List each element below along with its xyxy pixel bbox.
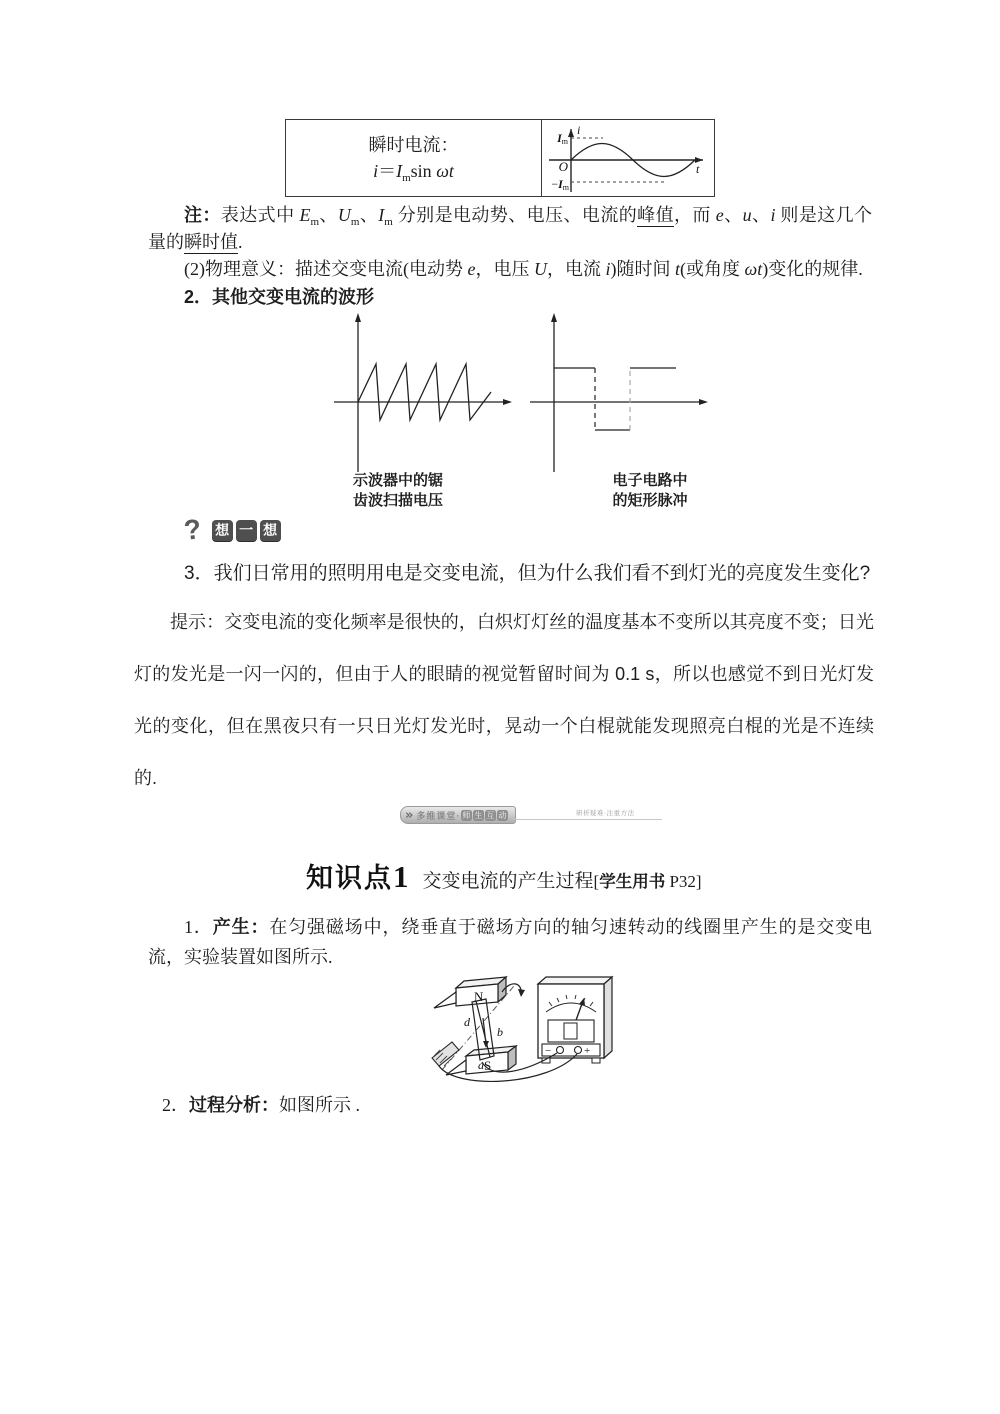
terminal-positive xyxy=(575,1047,582,1054)
item-number: 2． xyxy=(162,1095,189,1115)
sub-m: m xyxy=(384,216,393,228)
sin-text: sin xyxy=(410,161,437,181)
sub-m: m xyxy=(350,216,360,228)
experiment-figure xyxy=(426,972,641,1090)
meaning-seg1: (2)物理意义：描述交变电流(电动势 xyxy=(184,259,468,279)
table-cell-graph xyxy=(542,120,714,196)
pause-mark: 、 xyxy=(751,205,771,225)
square-pulse-waveform xyxy=(524,308,712,476)
process-analysis-text: 如图所示 . xyxy=(279,1095,360,1115)
meaning-seg6: )变化的规律. xyxy=(762,259,863,279)
label-Im: Im xyxy=(557,131,568,146)
think-about-it-badge xyxy=(184,514,282,546)
sym-t: t xyxy=(675,259,681,279)
generation-paragraph xyxy=(148,912,872,972)
square-caption xyxy=(590,471,710,511)
x-arrow xyxy=(699,399,708,405)
label-N: N xyxy=(474,989,484,1004)
book-name: 学生用书 xyxy=(599,873,666,891)
page-ref: P32] xyxy=(665,872,702,891)
caption-line: 示波器中的锯 xyxy=(352,473,443,489)
sub-m: m xyxy=(402,172,411,184)
label-S: S xyxy=(484,1058,492,1073)
instant-current-table xyxy=(285,119,715,197)
sawtooth-caption xyxy=(328,471,468,511)
sym-i: i xyxy=(770,205,776,225)
label-plus: + xyxy=(584,1045,591,1057)
hint-label: 提示： xyxy=(170,612,225,632)
banner-label: 多维课堂· xyxy=(416,810,461,821)
sym-U: U xyxy=(337,205,351,225)
kp-number: 1 xyxy=(393,859,409,894)
magnet-north-pole xyxy=(434,977,506,1008)
banner-char-box: 生 xyxy=(474,810,483,820)
banner-rule-line xyxy=(514,819,662,820)
pause-mark: 、 xyxy=(359,205,379,225)
kp-book-ref xyxy=(594,872,702,891)
meaning-seg3: ，电流 xyxy=(546,259,606,279)
sym-I: I xyxy=(396,161,403,181)
rotation-arrow-head xyxy=(518,989,525,997)
label-a: a xyxy=(478,1058,484,1072)
kp-badge: 知识点 xyxy=(306,863,393,893)
square-curve xyxy=(554,368,676,430)
process-analysis-label: 过程分析： xyxy=(189,1095,279,1115)
instant-current-title: 瞬时电流： xyxy=(368,135,459,155)
sym-i: i xyxy=(373,161,379,181)
sym-e: e xyxy=(715,205,724,225)
chevron-right-icon: » xyxy=(405,807,414,823)
label-origin: O xyxy=(558,159,568,174)
think-char-box: 想 xyxy=(260,520,281,541)
banner-char-box: 师 xyxy=(462,810,471,820)
label-i-axis: i xyxy=(577,123,581,137)
sym-i: i xyxy=(605,259,611,279)
banner-char-box: 动 xyxy=(498,810,507,820)
label-t-axis: t xyxy=(696,162,700,176)
label-minus: − xyxy=(545,1045,552,1057)
note-seg3: ，而 xyxy=(674,205,716,225)
peak-value-underlined: 峰值 xyxy=(637,205,675,225)
sym-wt: ωt xyxy=(436,161,454,181)
meaning-seg2: ，电压 xyxy=(475,259,534,279)
x-arrow xyxy=(503,399,512,405)
hint-text: 交变电流的变化频率是很快的，白炽灯灯丝的温度基本不变所以其亮度不变；日光灯的发光是一闪一闪的，但由于人的眼睛的视觉暂留时间为 0.1 s，所以也感觉不到日光灯发光的变化，但在黑夜只有一只日光灯发光时，晃动一个白棍就能发现照亮白棍的光是不连续的. xyxy=(134,612,875,788)
kp-title: 交变电流的产生过程 xyxy=(422,871,594,892)
crank-handle xyxy=(432,1042,459,1066)
meaning-seg4: )随时间 xyxy=(610,259,675,279)
note-seg1: 表达式中 xyxy=(220,205,300,225)
question-mark-icon: ? xyxy=(182,513,203,546)
process-analysis-paragraph xyxy=(148,1092,872,1119)
generation-text: 在匀强磁场中，绕垂直于磁场方向的轴匀速转动的线圈里产生的是交变电流，实验装置如图所示. xyxy=(148,917,873,967)
terminal-negative xyxy=(557,1047,564,1054)
pause-mark: 、 xyxy=(319,205,338,225)
banner-pill xyxy=(400,806,516,824)
sym-e: e xyxy=(467,259,476,279)
knowledge-point-heading xyxy=(306,856,702,895)
sym-wt: ωt xyxy=(744,259,763,279)
banner-char-box: 互 xyxy=(486,810,495,820)
question3-paragraph: 3．我们日常用的照明用电是交变电流，但为什么我们看不到灯光的亮度发生变化? xyxy=(184,563,871,584)
square-axes xyxy=(530,317,704,472)
section2-title: 2．其他交变电流的波形 xyxy=(184,287,375,307)
y-arrow xyxy=(355,313,361,322)
y-arrow xyxy=(551,313,557,322)
sym-I: I xyxy=(378,205,385,225)
item-number: 1． xyxy=(184,917,213,937)
caption-line: 电子电路中 xyxy=(612,473,688,489)
label-neg-Im: −Im xyxy=(551,177,569,192)
note-seg2: 分别是电动势、电压、电流的 xyxy=(392,205,638,225)
sym-U: U xyxy=(533,259,547,279)
sine-wave-graph xyxy=(543,122,713,194)
note-paragraph xyxy=(148,202,872,256)
sub-m: m xyxy=(310,216,319,228)
bracket: [ xyxy=(593,872,600,891)
sawtooth-waveform xyxy=(328,308,516,476)
hint-paragraph xyxy=(134,596,874,804)
meaning-seg5: (或角度 xyxy=(680,259,745,279)
note-period: . xyxy=(238,232,243,252)
i-axis-arrow xyxy=(568,129,574,137)
table-cell-formula xyxy=(286,120,542,196)
label-d: d xyxy=(464,1015,470,1029)
note-seg4: 则是这几个量的 xyxy=(148,205,873,252)
caption-line: 的矩形脉冲 xyxy=(612,493,688,509)
label-b: b xyxy=(497,1025,503,1039)
sawtooth-curve xyxy=(358,364,491,420)
note-label: 注： xyxy=(184,205,221,225)
equals-sign: ＝ xyxy=(378,161,397,181)
physical-meaning-line xyxy=(148,256,872,283)
pause-mark: 、 xyxy=(723,205,743,225)
galvanometer xyxy=(538,977,612,1063)
think-char-box: 一 xyxy=(236,520,257,541)
think-char-box: 想 xyxy=(212,520,233,541)
instant-current-formula xyxy=(373,158,454,184)
banner-side-note: 研析疑难·注重方法 xyxy=(576,810,635,817)
sawtooth-axes xyxy=(334,317,508,472)
generation-label: 产生： xyxy=(212,917,270,937)
section-divider-banner xyxy=(400,806,662,826)
instant-value-underlined: 瞬时值 xyxy=(184,232,238,252)
sym-E: E xyxy=(299,205,311,225)
caption-line: 齿波扫描电压 xyxy=(352,493,443,509)
sym-u: u xyxy=(742,205,752,225)
